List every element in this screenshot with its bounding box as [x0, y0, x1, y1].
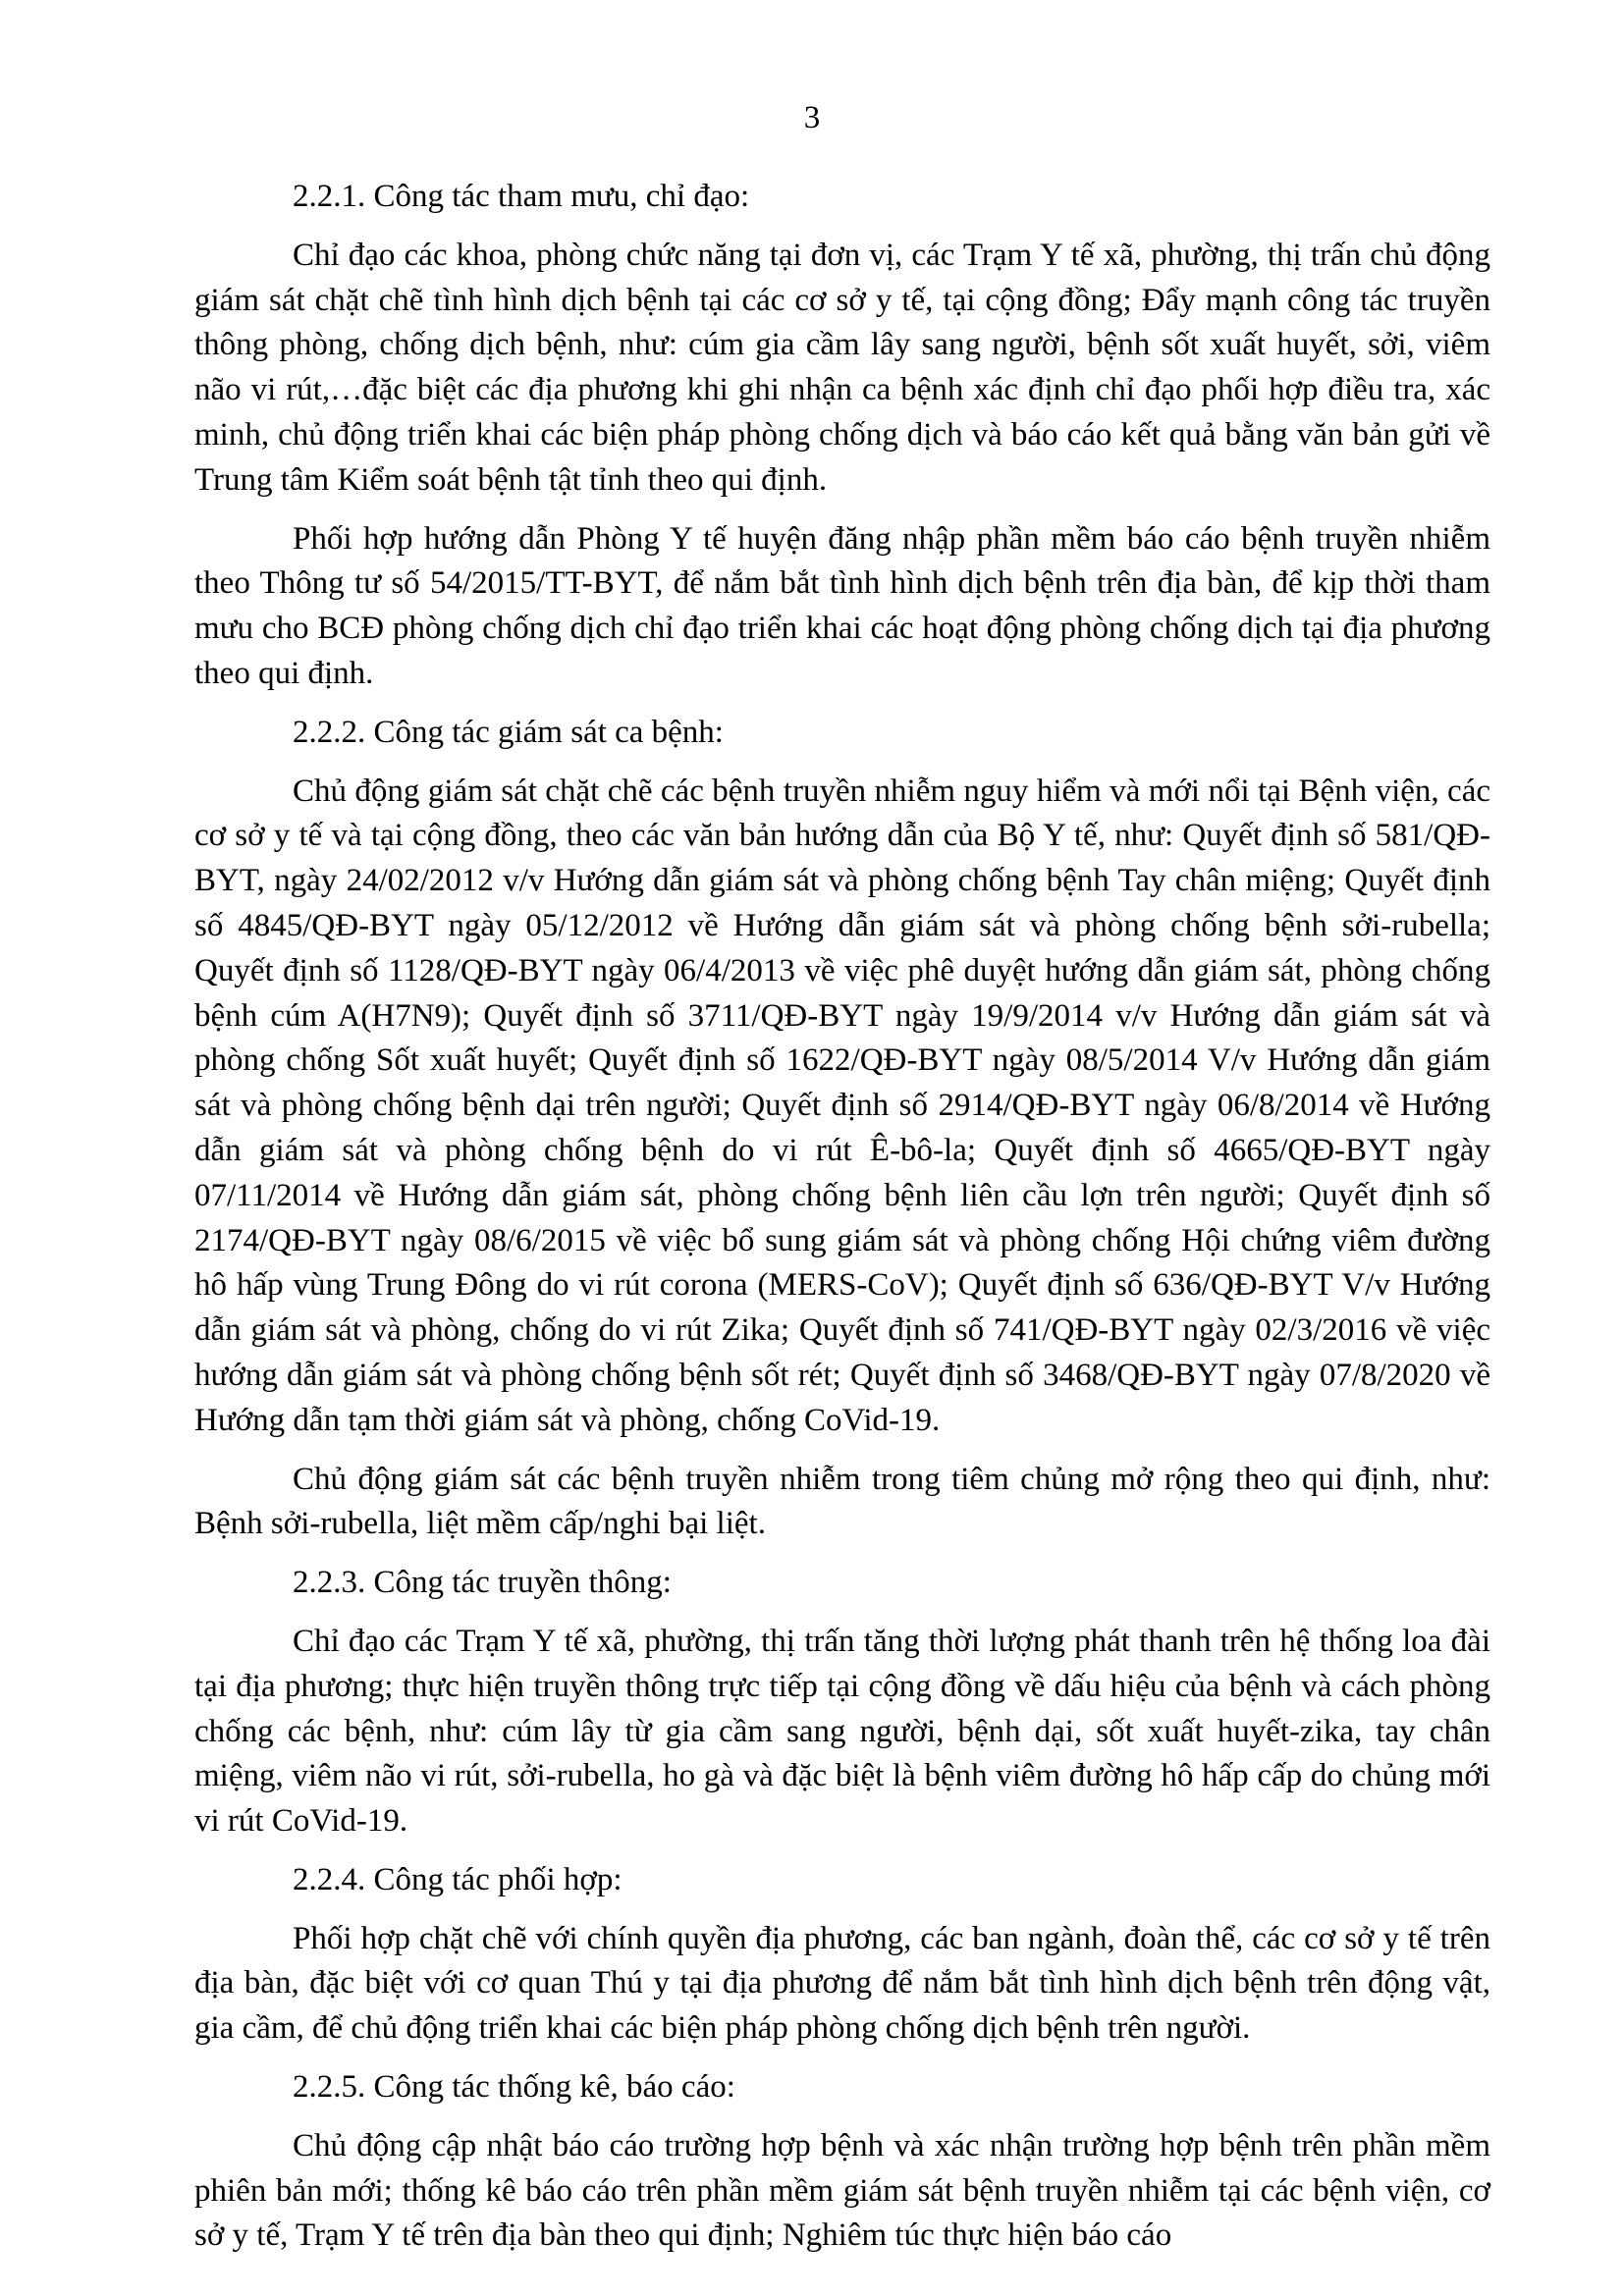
paragraph: Chủ động cập nhật báo cáo trường hợp bệnh và xác nhận trường hợp bệnh trên phần mềm phiên bản mới; thống kê báo cáo trên phần mềm giám sát bệnh truyền nhiễm tại các bệnh viện, cơ sở y tế, Trạm Y tế trên địa bàn theo qui định; Nghiêm túc thực hiện báo cáo [194, 2127, 1490, 2254]
document-body [194, 175, 1490, 2272]
section-2-2-2 [194, 711, 1490, 1547]
section-heading: 2.2.5. Công tác thống kê, báo cáo: [293, 2069, 735, 2106]
page-number: 3 [803, 100, 821, 135]
section-2-2-3 [194, 1561, 1490, 1844]
section-heading: 2.2.1. Công tác tham mưu, chỉ đạo: [293, 179, 750, 214]
section-2-2-4 [194, 1858, 1490, 2052]
paragraph: Phối hợp hướng dẫn Phòng Y tế huyện đăng nhập phần mềm báo cáo bệnh truyền nhiễm theo Thông tư số 54/2015/TT-BYT, để nắm bắt tình hình dịch bệnh trên địa bàn, để kịp thời tham mưu cho BCĐ phòng chống dịch chỉ đạo triển khai các hoạt động phòng chống dịch tại địa phương theo qui định. [194, 520, 1490, 691]
paragraph: Chủ động giám sát chặt chẽ các bệnh truyền nhiễm nguy hiểm và mới nổi tại Bệnh viện, các cơ sở y tế và tại cộng đồng, theo các văn bản hướng dẫn của Bộ Y tế, như: Quyết định số 581/QĐ-BYT, ngày 24/02/2012 v/v Hướng dẫn giám sát và phòng chống bệnh Tay chân miệng; Quyết định số 4845/QĐ-BYT ngày 05/12/2012 về Hướng dẫn giám sát và phòng chống bệnh sởi-rubella; Quyết định số 1128/QĐ-BYT ngày 06/4/2013 về việc phê duyệt hướng dẫn giám sát, phòng chống bệnh cúm A(H7N9); Quyết định số 3711/QĐ-BYT ngày 19/9/2014 v/v Hướng dẫn giám sát và phòng chống Sốt xuất huyết; Quyết định số 1622/QĐ-BYT ngày 08/5/2014 V/v Hướng dẫn giám sát và phòng chống bệnh dại trên người; Quyết định số 2914/QĐ-BYT ngày 06/8/2014 về Hướng dẫn giám sát và phòng chống bệnh do vi rút Ê-bô-la; Quyết định số 4665/QĐ-BYT ngày 07/11/2014 về Hướng dẫn giám sát, phòng chống bệnh liên cầu lợn trên người; Quyết định số 2174/QĐ-BYT ngày 08/6/2015 về việc bổ sung giám sát và phòng chống Hội chứng viêm đường hô hấp vùng Trung Đông do vi rút corona (MERS-CoV); Quyết định số 636/QĐ-BYT V/v Hướng dẫn giám sát và phòng, chống do vi rút Zika; Quyết định số 741/QĐ-BYT ngày 02/3/2016 về việc hướng dẫn giám sát và phòng chống bệnh sốt rét; Quyết định số 3468/QĐ-BYT ngày 07/8/2020 về Hướng dẫn tạm thời giám sát và phòng, chống CoVid-19. [194, 773, 1490, 1438]
paragraph: Chỉ đạo các khoa, phòng chức năng tại đơn vị, các Trạm Y tế xã, phường, thị trấn chủ động giám sát chặt chẽ tình hình dịch bệnh tại các cơ sở y tế, tại cộng đồng; Đẩy mạnh công tác truyền thông phòng, chống dịch bệnh, như: cúm gia cầm lây sang người, bệnh sốt xuất huyết, sởi, viêm não vi rút,…đặc biệt các địa phương khi ghi nhận ca bệnh xác định chỉ đạo phối hợp điều tra, xác minh, chủ động triển khai các biện pháp phòng chống dịch và báo cáo kết quả bằng văn bản gửi về Trung tâm Kiểm soát bệnh tật tỉnh theo qui định. [194, 237, 1490, 498]
section-heading: 2.2.3. Công tác truyền thông: [293, 1565, 672, 1601]
section-2-2-5 [194, 2065, 1490, 2259]
paragraph: Phối hợp chặt chẽ với chính quyền địa phương, các ban ngành, đoàn thể, các cơ sở y tế trên địa bàn, đặc biệt với cơ quan Thú y tại địa phương để nắm bắt tình hình dịch bệnh trên động vật, gia cầm, để chủ động triển khai các biện pháp phòng chống dịch bệnh trên người. [194, 1920, 1490, 2047]
paragraph: Chủ động giám sát các bệnh truyền nhiễm trong tiêm chủng mở rộng theo qui định, như: Bệnh sởi-rubella, liệt mềm cấp/nghi bại liệt. [194, 1461, 1490, 1542]
section-heading: 2.2.2. Công tác giám sát ca bệnh: [293, 714, 724, 750]
section-2-2-1 [194, 175, 1490, 697]
paragraph: Chỉ đạo các Trạm Y tế xã, phường, thị trấn tăng thời lượng phát thanh trên hệ thống loa đài tại địa phương; thực hiện truyền thông trực tiếp tại cộng đồng về dấu hiệu của bệnh và cách phòng chống các bệnh, như: cúm lây từ gia cầm sang người, bệnh dại, sốt xuất huyết-zika, tay chân miệng, viêm não vi rút, sởi-rubella, ho gà và đặc biệt là bệnh viêm đường hô hấp cấp do chủng mới vi rút CoVid-19. [194, 1623, 1490, 1840]
section-heading: 2.2.4. Công tác phối hợp: [293, 1861, 623, 1897]
